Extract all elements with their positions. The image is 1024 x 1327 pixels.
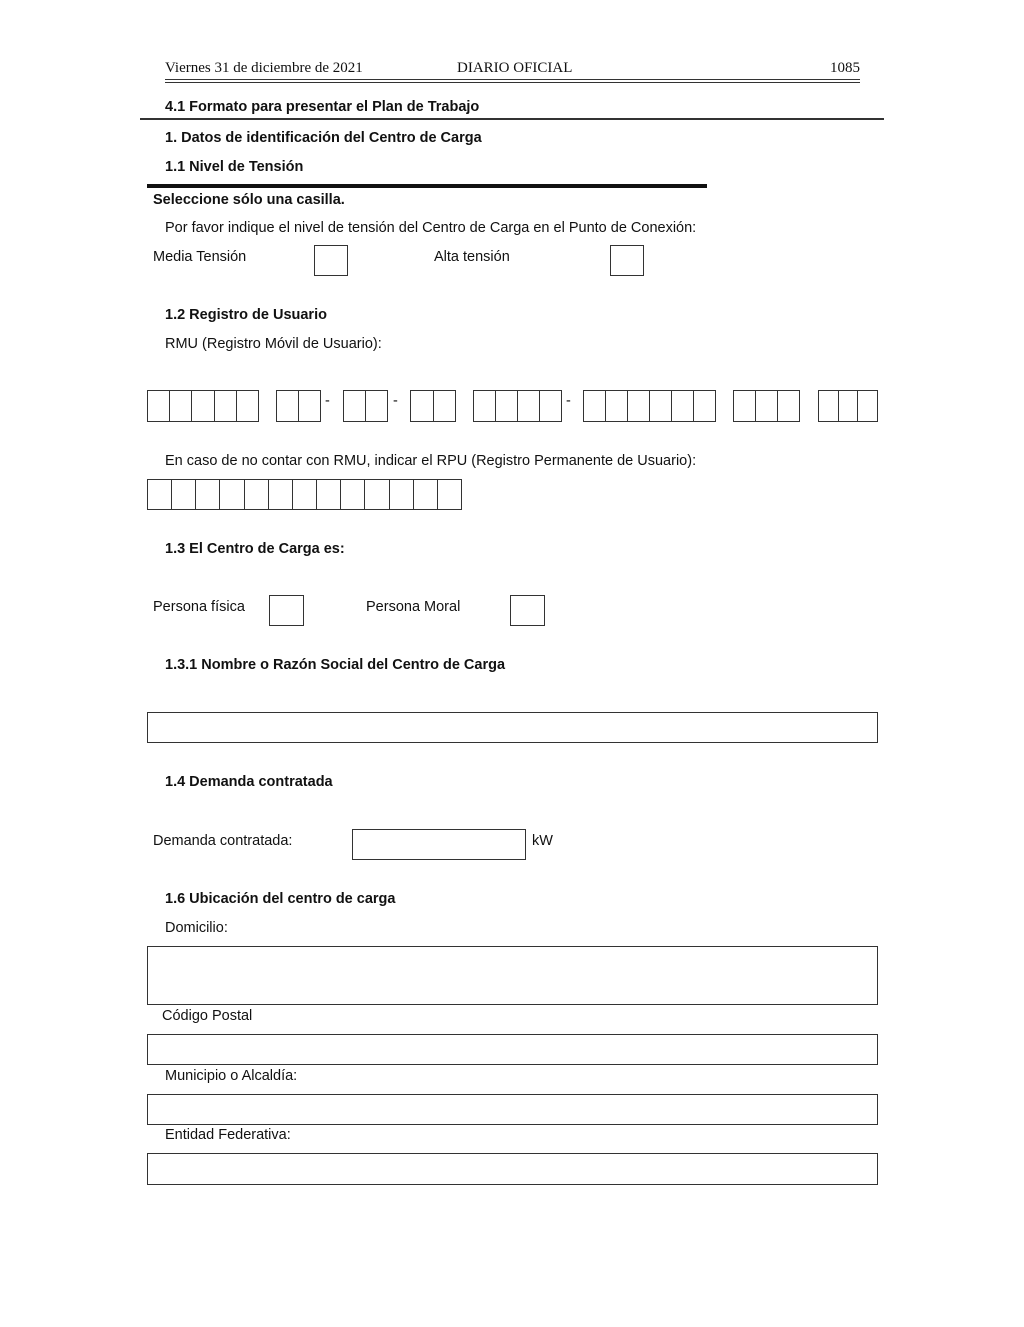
rpu-label: En caso de no contar con RMU, indicar el RPU (Registro Permanente de Usuario): — [165, 453, 697, 469]
label-persona-moral: Persona Moral — [366, 599, 461, 615]
demanda-unit: kW — [532, 833, 553, 849]
entidad-label: Entidad Federativa: — [165, 1127, 291, 1143]
codigo-postal-input[interactable] — [147, 1034, 878, 1065]
heading-1-3: 1.3 El Centro de Carga es: — [165, 541, 345, 557]
heavy-rule — [147, 184, 707, 188]
heading-1: 1. Datos de identificación del Centro de Carga — [165, 130, 482, 146]
rmu-label: RMU (Registro Móvil de Usuario): — [165, 336, 382, 352]
rmu-group-8[interactable] — [818, 390, 878, 422]
rmu-dash: - — [393, 393, 398, 409]
rmu-group-1[interactable] — [147, 390, 259, 422]
heading-1-4: 1.4 Demanda contratada — [165, 774, 333, 790]
checkbox-alta-tension[interactable] — [610, 245, 644, 276]
rmu-dash: - — [566, 393, 571, 409]
municipio-label: Municipio o Alcaldía: — [165, 1068, 298, 1084]
instruction: Seleccione sólo una casilla. — [153, 192, 345, 208]
checkbox-persona-moral[interactable] — [510, 595, 545, 626]
municipio-input[interactable] — [147, 1094, 878, 1125]
rmu-group-6[interactable] — [583, 390, 716, 422]
label-alta-tension: Alta tensión — [434, 249, 510, 265]
entidad-input[interactable] — [147, 1153, 878, 1185]
rmu-dash: - — [325, 393, 330, 409]
razon-social-input[interactable] — [147, 712, 878, 743]
label-media-tension: Media Tensión — [153, 249, 247, 265]
domicilio-label: Domicilio: — [165, 920, 228, 936]
heading-1-6: 1.6 Ubicación del centro de carga — [165, 891, 396, 907]
rpu-input[interactable] — [147, 479, 462, 510]
header-rule-2 — [165, 82, 860, 83]
header-rule — [165, 79, 860, 80]
demanda-label: Demanda contratada: — [153, 833, 293, 849]
domicilio-input[interactable] — [147, 946, 878, 1005]
rmu-group-5[interactable] — [473, 390, 562, 422]
heading-1-2: 1.2 Registro de Usuario — [165, 307, 327, 323]
heading-1-3-1: 1.3.1 Nombre o Razón Social del Centro de Carga — [165, 657, 506, 673]
rmu-group-7[interactable] — [733, 390, 800, 422]
question: Por favor indique el nivel de tensión del Centro de Carga en el Punto de Conexión: — [165, 220, 697, 236]
checkbox-persona-fisica[interactable] — [269, 595, 304, 626]
label-persona-fisica: Persona física — [153, 599, 245, 615]
rmu-group-2[interactable] — [276, 390, 321, 422]
header-page-number: 1085 — [830, 60, 860, 76]
heading-1-1: 1.1 Nivel de Tensión — [165, 159, 304, 175]
demanda-input[interactable] — [352, 829, 526, 860]
rmu-group-3[interactable] — [343, 390, 388, 422]
codigo-postal-label: Código Postal — [162, 1008, 253, 1024]
header-date: Viernes 31 de diciembre de 2021 — [165, 60, 363, 76]
section-title: 4.1 Formato para presentar el Plan de Trabajo — [165, 99, 480, 115]
header-publication: DIARIO OFICIAL — [457, 60, 573, 76]
section-rule — [140, 118, 884, 120]
checkbox-media-tension[interactable] — [314, 245, 348, 276]
rmu-group-4[interactable] — [410, 390, 456, 422]
